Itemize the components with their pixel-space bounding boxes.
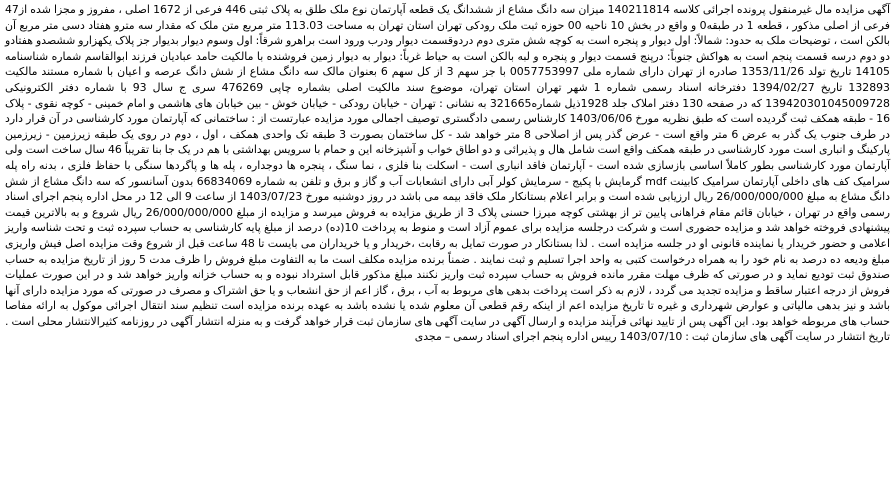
auction-notice-text: آگهی مزایده مال غیرمنقول پرونده اجرائی کلاسه 140211814 میزان سه دانگ مشاع از ششدانگ یک قطعه آپارتمان نوع ملک طلق به پلاک ثبتی 446 فرعی از 1672 اصلی ، مفروز و مجزا شده از47 فرعی از اصلی مذکور ، قطعه 1 در طبقه0 و واقع در بخش 10 ناحیه 00 حوزه ثبت ملک رودکی تهران استان تهران به مساحت 113.03 متر مربع متن ملک که مقدار سه مترو هفتاد دسی متر مربع آن بالکن است ، توضیحات ملک به حدود: شمالاً: اول دیوار و پنجره است به کوچه شش متری دوم دردوقسمت دیوار ودرب ورود است براهرو شرقاً: اول وسوم دیوار بدیوار جز پلاک یکهزارو ششصدو هفتادو دو دوم درسه قسمت پنجم است به هواکش جنوباً: درپنج قسمت دیوار و پنجره و لبه بالکن است به حیاط غرباً: دیوار به دیوار زمین فروشنده با مالکیت حامد عبادیان فرزند ابوالقاسم شماره شناسنامه 14105 تاریخ تولد 1353/11/26 صادره از تهران دارای شماره ملی 0057753997 با جز سهم 3 از کل سهم 6 بعنوان مالک سه دانگ مشاع از شش دانگ عرصه و اعیان با شماره مستند مالکیت 132893 تاریخ 1394/02/27 دفترخانه اسناد رسمی شماره 1 شهر تهران استان تهران، موضوع سند مالکیت اصلی بشماره چاپی 476269 سری ج سال 93 با شماره دفتر الکترونیکی 139420301045009728 که در صفحه 130 دفتر املاک جلد 1928ذیل شماره321665 به نشانی : تهران - خیابان رودکی - خیابان خوش - بین خیابان های هاشمی و امام خمینی - کوچه نقوی - پلاک 16 - طبقه همکف ثبت گردیده است که طبق نظریه مورخ 1403/06/06 کارشناس رسمی دادگستری توصیف اجمالی مورد مزایده عبارتست از : ساختمانی که آپارتمان مورد کارشناسی در آن قرار دارد در طرف جنوب یک گذر به عرض 6 متر واقع است - عرض گذر پس از اصلاحی 8 متر خواهد شد - کل ساختمان بصورت 3 طبقه تک واحدی همکف ، اول ، دوم در روی یک طبقه زیرزمین - زیرزمین پارکینگ و انباری است مورد کارشناسی در طبقه همکف واقع است شامل هال و پذیرائی و دو اطاق خواب و آشپزخانه این و حمام با سرویس بهداشتی با هم در یک جا بنا تقریباً 46 سال ساخت است ولی آپارتمان مورد کارشناسی بطور کاملاً اساسی بازسازی شده است - آپارتمان فاقد انباری است - اسکلت بنا فلزی ، نما سنگ ، پنجره ها دوجداره ، پله ها و پاگردها سنگی با حفاظ فلزی ، بدنه راه پله سرامیک کف های داخلی آپارتمان سرامیک کابینت mdf گرمایش با پکیج - سرمایش کولر آبی دارای انشعابات آب و گاز و برق و تلفن به شماره 66834069 بدون آسانسور که سه دانگ مشاع از شش دانگ مشاع به مبلغ 26/000/000/000 ریال ارزیابی شده است و برابر اعلام بستانکار ملک فاقد بیمه می باشد در روز دوشنبه مورخ 1403/07/23 از ساعت 9 الی 12 در محل اداره پنجم اجرای اسناد رسمی واقع در تهران ، خیابان قائم مقام فراهانی پایین تر از بهشتی کوچه میرزا حسنی پلاک 3 از طریق مزایده به فروش میرسد و مزایده از مبلغ 26/000/000/000 ریال شروع و به بالاترین قیمت پیشنهادی فروخته خواهد شد و مزایده حضوری است و شرکت درجلسه مزایده برای عموم آزاد است و منوط به پرداخت 10(ده) درصد از مبلغ پایه کارشناسی به حساب سپرده ثبت و تحت شناسه واریز اعلامی و حضور خریدار یا نماینده قانونی او در جلسه مزایده است . لذا بستانکار در صورت تمایل به رقابت ،خریدار و یا خریداران می بایست تا 48 ساعت قبل از شروع وقت مزایده اصل فیش واریزی مبلغ ودیعه ده درصد به نام خود را به همراه درخواست کتبی به واحد اجرا تسلیم و ثبت نمایند . ضمناً برنده مزایده مکلف است ما به التفاوت مبلغ فروش را ظرف مدت 5 روز از تاریخ مزایده به حساب صندوق ثبت تودیع نماید و در صورتی که ظرف مهلت مقرر مانده فروش به حساب سپرده ثبت واریز نکنند مبلغ مذکور قابل استرداد نبوده و به حساب خزانه واریز خواهد شد و در این صورت عملیات فروش از درجه اعتبار ساقط و مزایده تجدید می گردد ، لازم به ذکر است پرداخت بدهی های مربوط به آب ، برق ، گاز اعم از حق انشعاب و یا حق اشتراک و مصرف در صورتی که مورد مزایده دارای آنها باشد و نیز بدهی مالیاتی و عوارض شهرداری و غیره تا تاریخ مزایده اعم از اینکه رقم قطعی آن معلوم شده یا نشده باشد به عهده برنده مزایده است تنظیم سند انتقال اجرائی موکول به ارائه مفاصا حساب های مربوطه خواهد بود. این آگهی پس از تایید نهائی فرآیند مزایده و ارسال آگهی در سایت آگهی های سازمان ثبت قرار خواهد گرفت و به منزله انتشار آگهی در روزنامه کثیرالانتشار محلی است . تاریخ انتشار در سایت آگهی های سازمان ثبت : 1403/07/10 رییس اداره پنجم اجرای اسناد رسمی – مجدی [5,3,891,344]
